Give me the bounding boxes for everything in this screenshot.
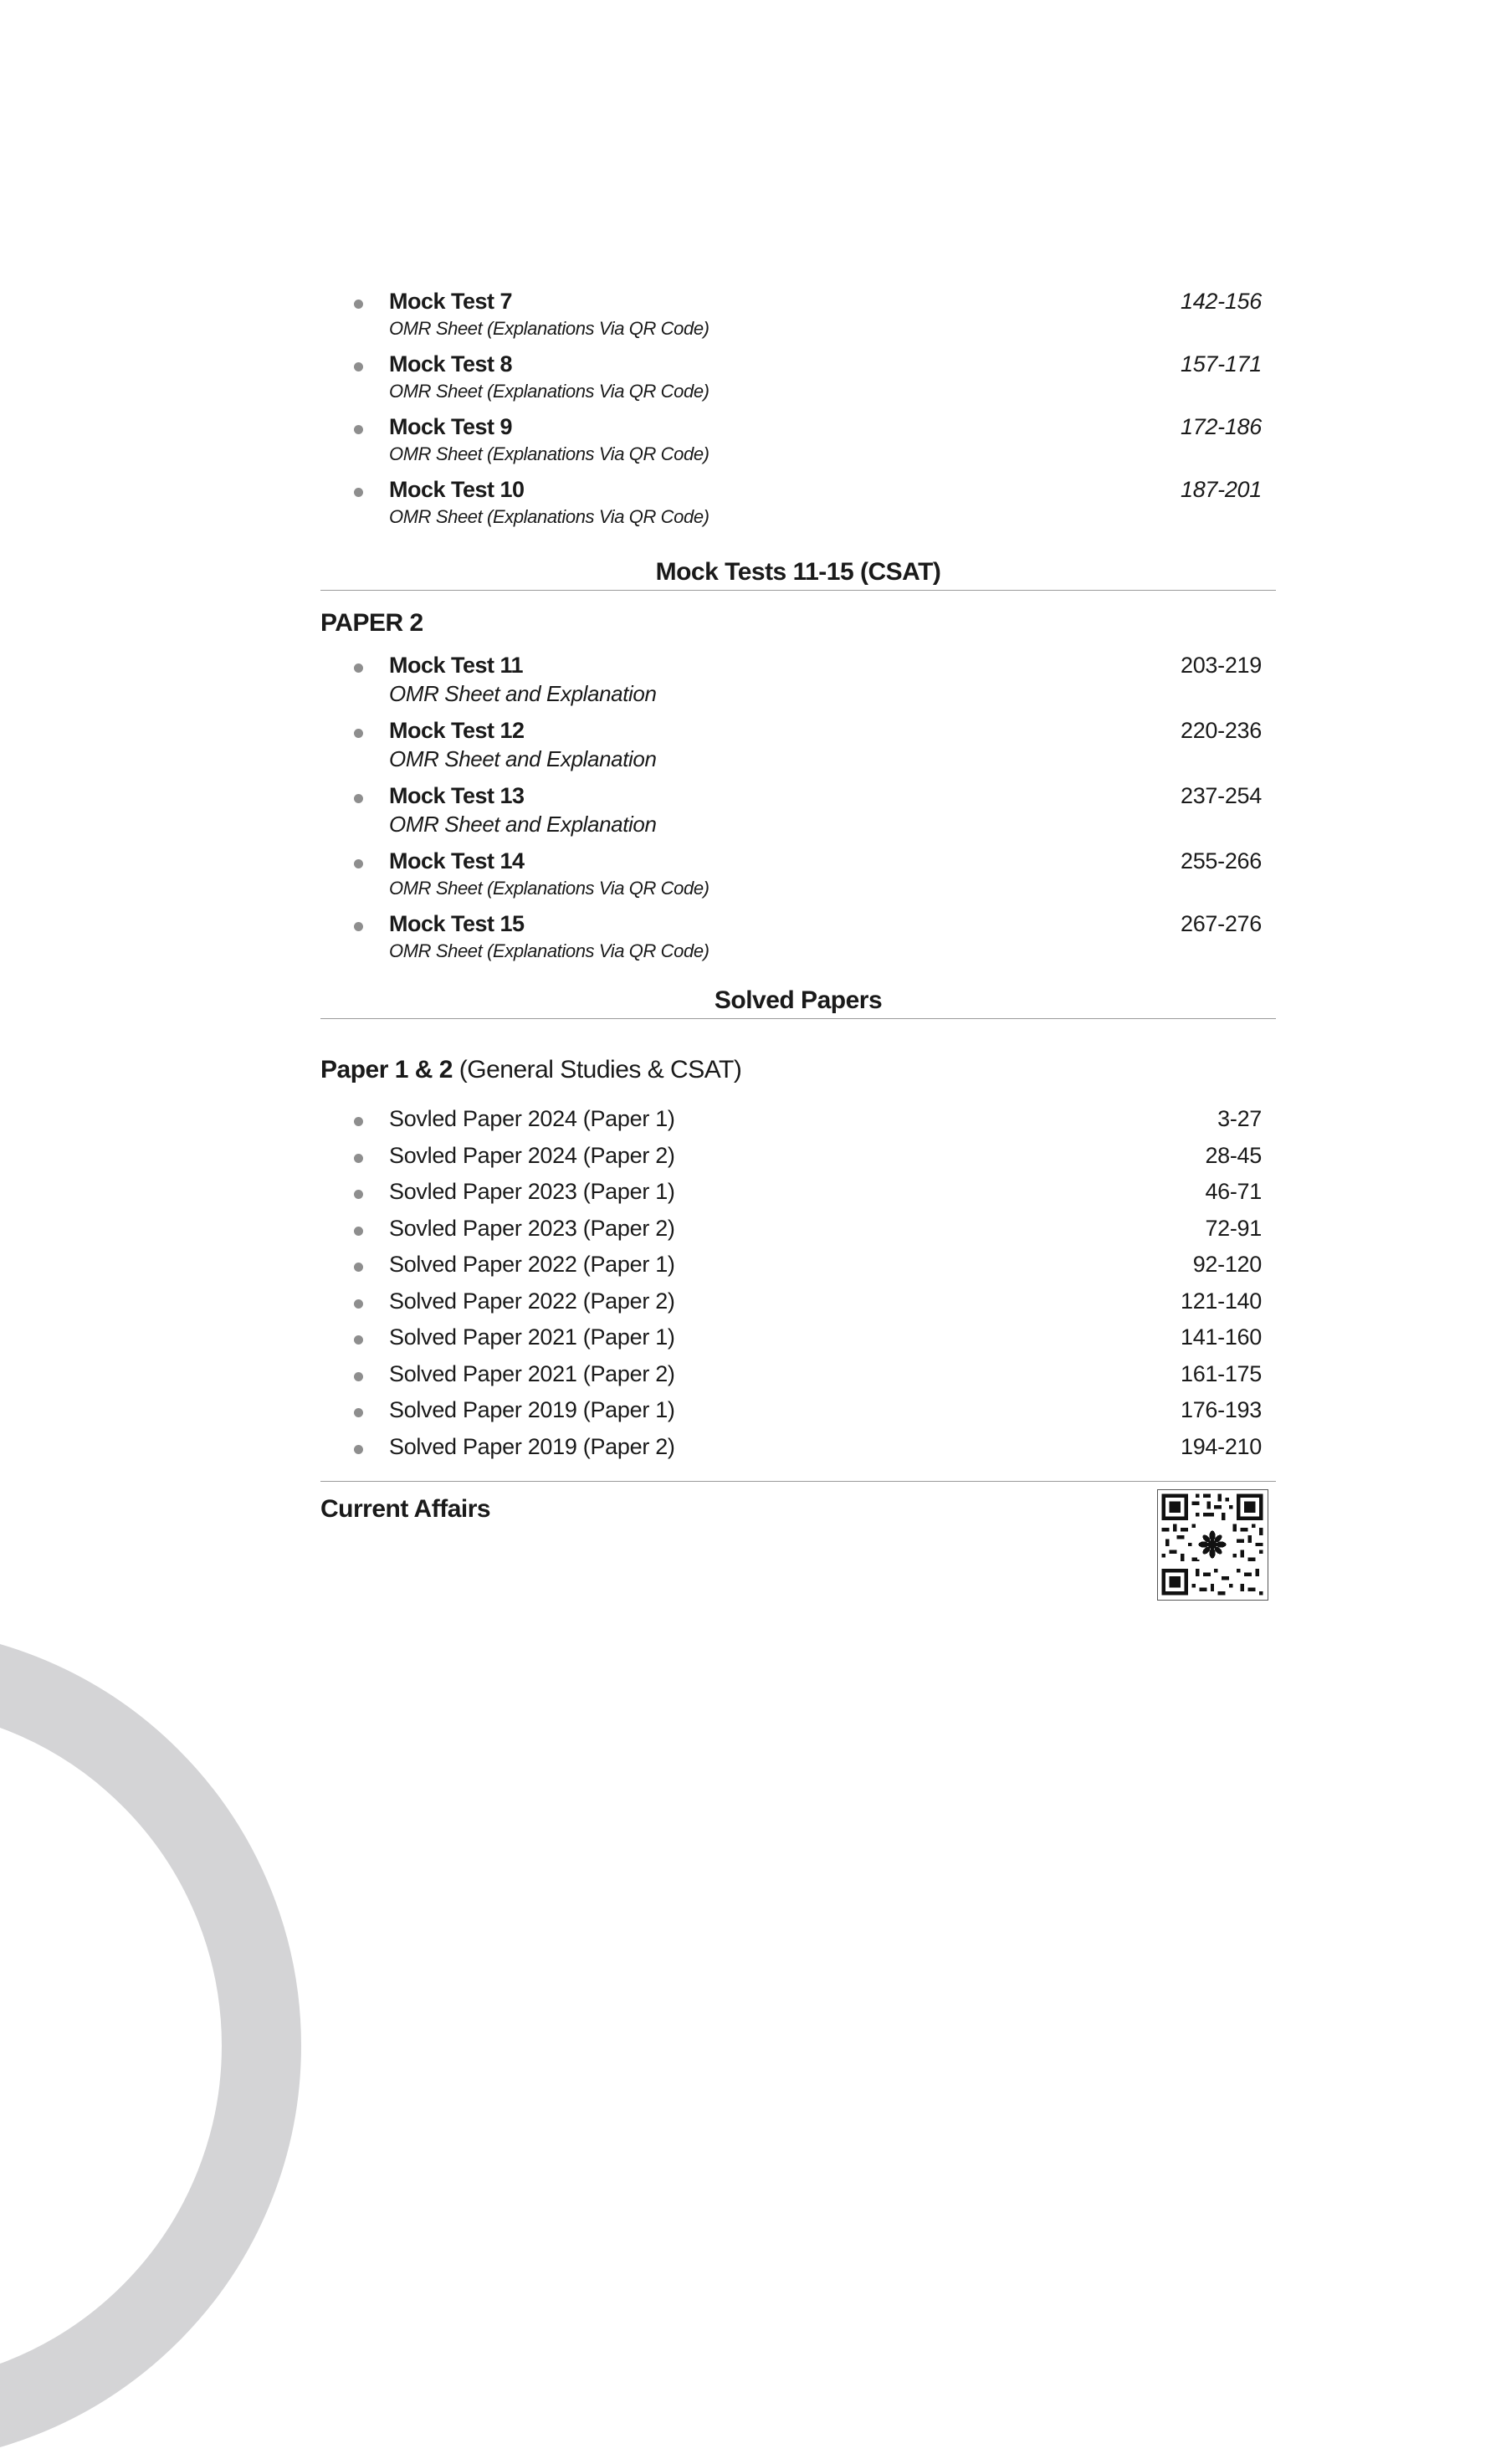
entry-pages: 92-120 xyxy=(1192,1252,1262,1277)
paper-heading-bold: Paper 1 & 2 xyxy=(320,1056,453,1083)
entry-pages: 142-156 xyxy=(1181,289,1262,314)
entry-pages: 28-45 xyxy=(1205,1143,1262,1168)
entry-subtitle: OMR Sheet (Explanations Via QR Code) xyxy=(389,381,709,402)
entry-label: Solved Paper 2019 (Paper 2) xyxy=(389,1434,675,1459)
entry-label: Sovled Paper 2024 (Paper 2) xyxy=(389,1143,675,1168)
entry-subtitle: OMR Sheet (Explanations Via QR Code) xyxy=(389,878,709,899)
entry-pages: 255-266 xyxy=(1181,848,1262,873)
entry-label: Solved Paper 2022 (Paper 2) xyxy=(389,1288,675,1314)
entry-pages: 172-186 xyxy=(1181,414,1262,439)
bullet-icon xyxy=(354,1154,363,1163)
bullet-icon xyxy=(354,1299,363,1309)
entry-label: Solved Paper 2022 (Paper 1) xyxy=(389,1252,675,1277)
entry-subtitle: OMR Sheet (Explanations Via QR Code) xyxy=(389,443,709,464)
entry-pages: 220-236 xyxy=(1181,718,1262,743)
entry-title: Mock Test 15 xyxy=(389,911,525,936)
bullet-icon xyxy=(354,1190,363,1199)
bullet-icon xyxy=(354,922,363,931)
bullet-icon xyxy=(354,1408,363,1417)
divider xyxy=(320,1018,1276,1019)
entry-pages: 161-175 xyxy=(1181,1361,1262,1386)
entry-title: Mock Test 10 xyxy=(389,477,525,502)
entry-title: Mock Test 9 xyxy=(389,414,513,439)
entry-label: Solved Paper 2019 (Paper 1) xyxy=(389,1397,675,1422)
bullet-icon xyxy=(354,859,363,868)
entry-pages: 237-254 xyxy=(1181,783,1262,808)
section-heading: Solved Papers xyxy=(714,986,883,1014)
entry-title: Mock Test 8 xyxy=(389,351,513,377)
paper-heading: PAPER 2 xyxy=(320,609,423,637)
decorative-arc xyxy=(0,1627,301,2464)
bullet-icon xyxy=(354,362,363,371)
bullet-icon xyxy=(354,1445,363,1454)
bullet-icon xyxy=(354,1263,363,1272)
entry-pages: 157-171 xyxy=(1181,351,1262,377)
entry-subtitle: OMR Sheet and Explanation xyxy=(389,812,657,837)
bullet-icon xyxy=(354,300,363,309)
entry-pages: 3-27 xyxy=(1217,1106,1262,1131)
bullet-icon xyxy=(354,663,363,673)
entry-pages: 72-91 xyxy=(1205,1216,1262,1241)
bullet-icon xyxy=(354,1117,363,1126)
entry-pages: 194-210 xyxy=(1181,1434,1262,1459)
entry-title: Mock Test 13 xyxy=(389,783,525,808)
entry-pages: 121-140 xyxy=(1181,1288,1262,1314)
entry-subtitle: OMR Sheet (Explanations Via QR Code) xyxy=(389,506,709,527)
divider xyxy=(320,1481,1276,1482)
section-heading: Mock Tests 11-15 (CSAT) xyxy=(655,558,941,586)
entry-label: Sovled Paper 2023 (Paper 1) xyxy=(389,1179,675,1204)
entry-label: Solved Paper 2021 (Paper 1) xyxy=(389,1324,675,1350)
bullet-icon xyxy=(354,425,363,434)
bullet-icon xyxy=(354,729,363,738)
entry-pages: 187-201 xyxy=(1181,477,1262,502)
entry-label: Sovled Paper 2023 (Paper 2) xyxy=(389,1216,675,1241)
entry-label: Sovled Paper 2024 (Paper 1) xyxy=(389,1106,675,1131)
divider xyxy=(320,590,1276,591)
entry-pages: 203-219 xyxy=(1181,653,1262,678)
entry-pages: 176-193 xyxy=(1181,1397,1262,1422)
entry-pages: 141-160 xyxy=(1181,1324,1262,1350)
qr-code-icon[interactable] xyxy=(1157,1489,1268,1601)
bullet-icon xyxy=(354,1227,363,1236)
entry-subtitle: OMR Sheet (Explanations Via QR Code) xyxy=(389,940,709,961)
paper-heading-normal: (General Studies & CSAT) xyxy=(452,1056,742,1083)
bullet-icon xyxy=(354,1335,363,1345)
entry-subtitle: OMR Sheet (Explanations Via QR Code) xyxy=(389,318,709,339)
current-affairs-heading: Current Affairs xyxy=(320,1495,491,1523)
bullet-icon xyxy=(354,1372,363,1381)
entry-title: Mock Test 14 xyxy=(389,848,525,873)
bullet-icon xyxy=(354,488,363,497)
paper-heading xyxy=(320,1056,741,1084)
entry-subtitle: OMR Sheet and Explanation xyxy=(389,746,657,771)
entry-pages: 267-276 xyxy=(1181,911,1262,936)
bullet-icon xyxy=(354,794,363,803)
entry-title: Mock Test 11 xyxy=(389,653,524,678)
entry-title: Mock Test 7 xyxy=(389,289,513,314)
entry-pages: 46-71 xyxy=(1205,1179,1262,1204)
entry-subtitle: OMR Sheet and Explanation xyxy=(389,681,657,706)
entry-label: Solved Paper 2021 (Paper 2) xyxy=(389,1361,675,1386)
entry-title: Mock Test 12 xyxy=(389,718,525,743)
